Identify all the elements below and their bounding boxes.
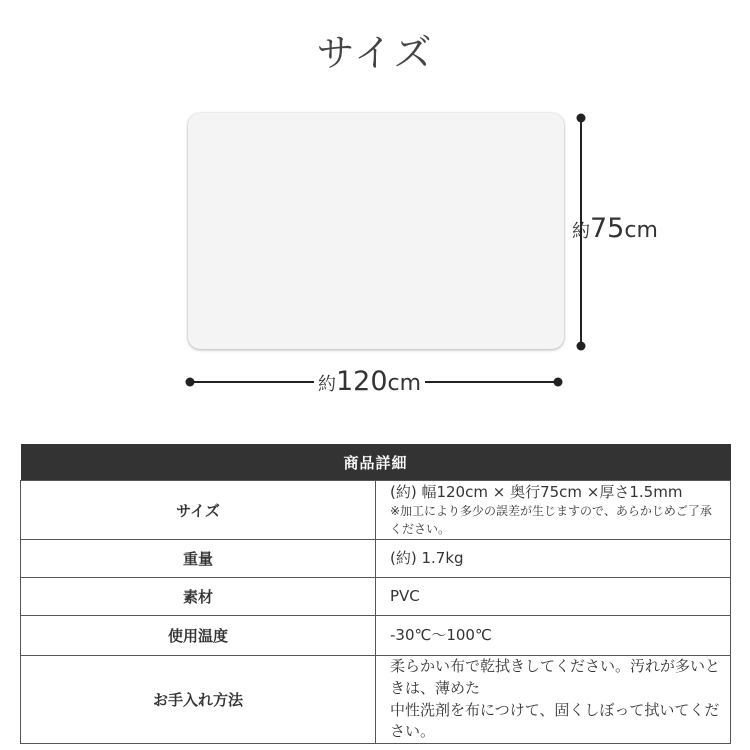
depth-dimension-label	[572, 213, 658, 244]
table-row-size	[21, 481, 731, 540]
row-label: お手入れ方法	[21, 656, 376, 744]
depth-prefix: 約	[572, 221, 590, 242]
width-end-dot	[554, 378, 563, 387]
row-label: 使用温度	[21, 616, 376, 656]
table-header: 商品詳細	[21, 444, 731, 481]
care-line-2: 中性洗剤を布につけて、固くしぼって拭いてください。	[390, 700, 720, 741]
table-row-weight	[21, 540, 731, 578]
width-prefix: 約	[318, 374, 336, 395]
table-row-care	[21, 656, 731, 744]
depth-value: 75	[590, 213, 625, 244]
size-note: ※加工により多少の誤差が生じますので、あらかじめご了承ください。	[390, 504, 712, 536]
depth-end-dot	[577, 342, 586, 351]
depth-unit: cm	[624, 218, 658, 243]
size-value: (約) 幅120cm × 奥行75cm ×厚さ1.5mm	[390, 482, 683, 501]
row-value: -30℃〜100℃	[376, 616, 731, 656]
row-value: PVC	[376, 578, 731, 616]
care-line-1: 柔らかい布で乾拭きしてください。汚れが多いときは、薄めた	[390, 657, 721, 697]
table-row-material	[21, 578, 731, 616]
row-value	[376, 656, 731, 744]
page-title: サイズ	[316, 31, 434, 75]
width-start-dot	[186, 378, 195, 387]
row-label: サイズ	[21, 481, 376, 540]
width-unit: cm	[387, 371, 422, 396]
row-label: 素材	[21, 578, 376, 616]
row-value	[376, 481, 731, 540]
table-row-temperature	[21, 616, 731, 656]
width-value: 120	[336, 366, 388, 397]
row-value: (約) 1.7kg	[376, 540, 731, 578]
width-dimension-label	[314, 366, 425, 397]
depth-start-dot	[577, 114, 586, 123]
row-label: 重量	[21, 540, 376, 578]
product-details-table	[20, 444, 731, 744]
